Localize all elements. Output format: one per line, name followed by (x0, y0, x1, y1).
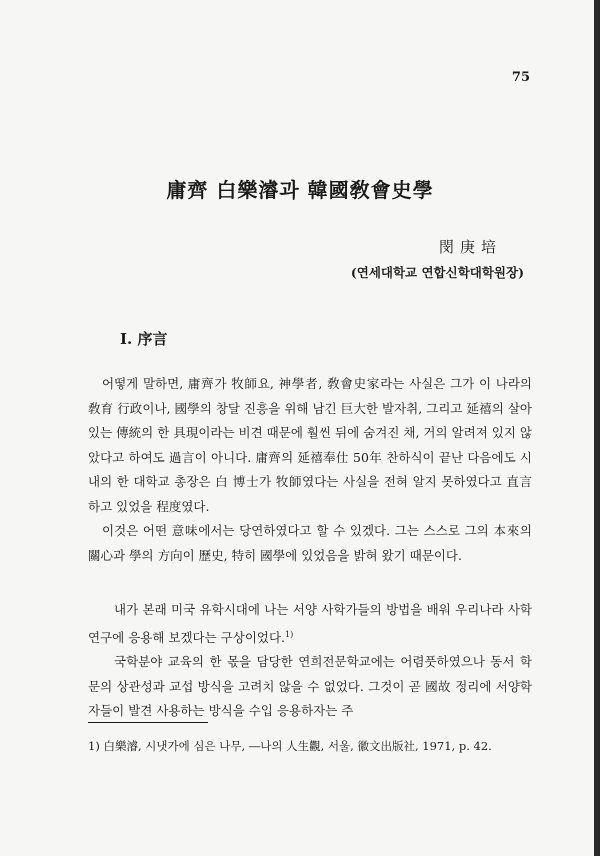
paragraph-1: 어떻게 말하면, 庸齊가 牧師요, 神學者, 敎會史家라는 사실은 그가 이 나라의 敎育 行政이나, 國學의 창달 진흥을 위해 남긴 巨大한 발자취, 그리고 延禧의 살아있는 傳統의 한 具現이라는 비견 때문에 훨씬 뒤에 숨겨진 채, 거의 알려져 있지 않았다고 하여도 過言이 아니다. 庸齊의 延禧奉仕 50年 찬하식이 끝난 다음에도 시내의 한 대학교 총장은 白 博士가 牧師였다는 사실을 전혀 알지 못하였다고 直言하고 있었을 程度였다. (88, 376, 532, 514)
body-text-block-1 (88, 372, 532, 568)
paper-title: 庸齊 白樂濬과 韓國敎會史學 (166, 178, 434, 202)
author-name: 閔庚培 (438, 238, 502, 256)
page-number: 75 (511, 70, 530, 85)
quote-text: 내가 본래 미국 유학시대에 나는 서양 사학가들의 방법을 배워 우리나라 사학연구에 응용해 보겠다는 구상이었다. (88, 602, 532, 645)
footnote-marker: 1) (285, 629, 294, 639)
section-heading: Ⅰ. 序言 (120, 330, 168, 348)
paragraph-3: 국학분야 교육의 한 몫을 담당한 연희전문학교에는 어렴풋하였으나 동서 학문의 상관성과 교섭 방식을 고려치 않을 수 없었다. 그것이 곧 國故 정리에 서양학자들이 발견 사용하는 방식을 수입 응용하자는 주 (88, 654, 532, 719)
body-text-block-2 (88, 598, 532, 724)
footnote: 1) 白樂濬, 시냇가에 심은 나무, ―나의 人生觀, 서울, 徽文出版社, 1971, p. 42. (88, 739, 492, 753)
footnote-divider (88, 722, 208, 723)
quote-paragraph (88, 598, 532, 650)
paragraph-2: 이것은 어떤 意味에서는 당연하였다고 할 수 있겠다. 그는 스스로 그의 本來의 關心과 學의 方向이 歷史, 特히 國學에 있었음을 밝혀 왔기 때문이다. (88, 523, 532, 563)
author-affiliation: (연세대학교 연합신학대학원장) (350, 265, 524, 280)
